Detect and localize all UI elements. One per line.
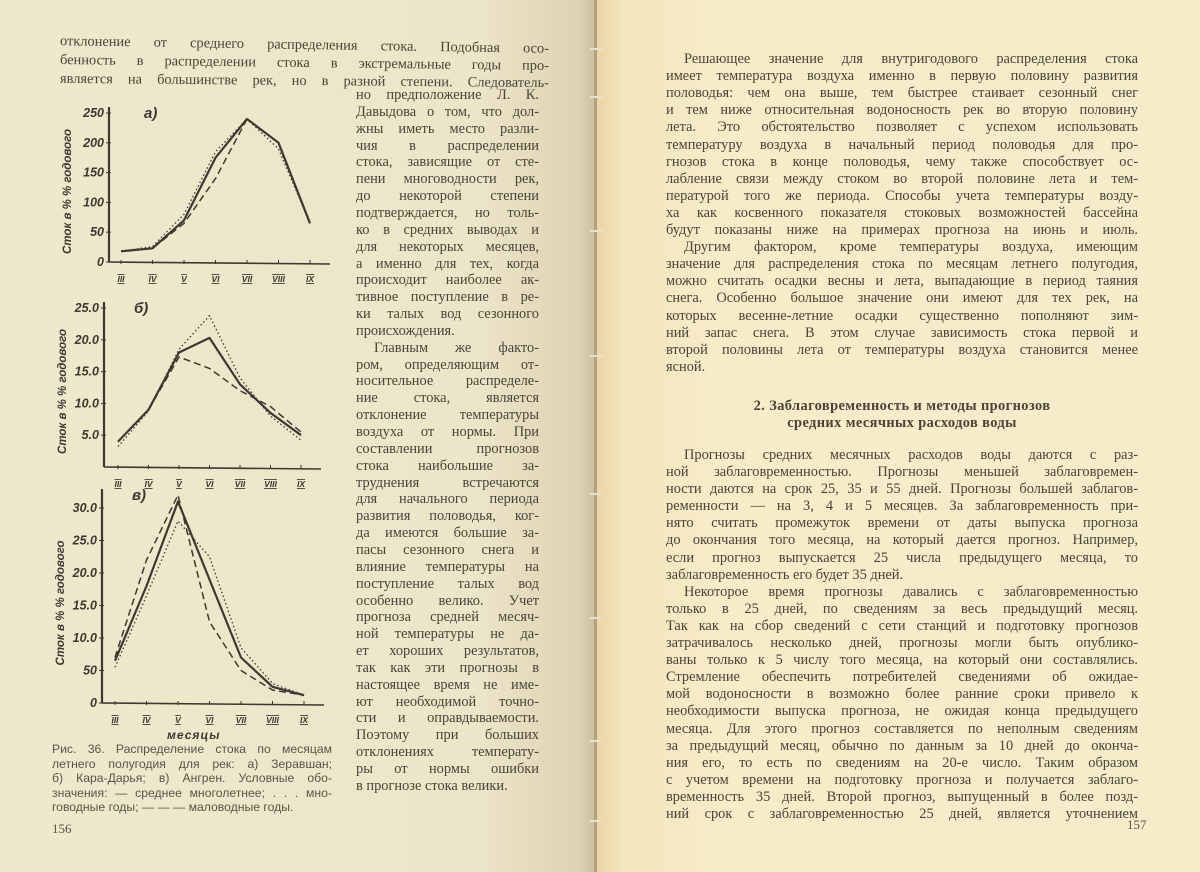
text-line: лета. Это обстоятельство позволяет с успехом использовать: [666, 119, 1138, 136]
text-line: для начального периода: [356, 491, 539, 508]
figure-caption-line: летнего полугодия для рек: а) Зеравшан;: [52, 756, 332, 771]
text-line: затрачивалось несколько дней, прогнозы могли быть опублико-: [666, 635, 1138, 651]
text-line: ры от нормы ошибки: [356, 761, 539, 777]
text-line: ки талых вод сезонного: [356, 306, 539, 323]
text-line: мой водоносности в возможно более ранние сроки привело к: [666, 686, 1138, 703]
text-line: ха как косвенного показателя стоковых возможностей бассейна: [666, 204, 1138, 221]
text-line: имеет температура воздуха именно в первую половину развития: [666, 68, 1138, 85]
text-line: ясной.: [666, 358, 706, 375]
x-tick-label: VIII: [266, 715, 279, 725]
text-line: которых весенне-летние осадки существенно пополняют зим-: [666, 307, 1138, 324]
x-tick-label: V: [175, 715, 181, 725]
y-tick-label: 15.0: [72, 598, 97, 613]
y-tick-label: 250: [83, 106, 104, 120]
x-axis: [102, 703, 324, 705]
x-tick-label: VI: [205, 479, 214, 489]
text-line: за предыдущий месяц, обычно по данным за 10 дней до оконча-: [666, 737, 1138, 754]
text-line: ний срок с заблаговременностью 25 дней, является уточнением: [666, 806, 1138, 822]
series-solid: [121, 119, 310, 251]
text-line: отклонение от среднего распределения стока. Подобная осо-: [59, 33, 550, 57]
text-line: Другим фактором, кроме температуры воздуха, имеющим: [684, 239, 1138, 256]
x-tick-label: VIII: [272, 274, 285, 284]
series-dotted: [118, 316, 301, 447]
text-line: ности даются на срок 25, 35 и 55 дней. Прогнозы большей заблагов-: [666, 481, 1138, 498]
text-line: можно считать осадки весны и лета, выпадающие в период таяния: [666, 273, 1138, 290]
x-tick-label: IX: [299, 715, 309, 725]
chart-panel-3: [55, 487, 324, 742]
x-tick-label: IX: [296, 479, 306, 489]
text-line: в прогнозе стока велики.: [356, 777, 508, 794]
text-line: пературой того же периода. Способы учета температуры возду-: [666, 187, 1138, 204]
text-line: стока, зависящие от сте-: [356, 154, 539, 171]
text-line: ет хороших результатов,: [356, 643, 539, 660]
text-line: подтверждается, но толь-: [356, 204, 539, 221]
binding-stitch: [590, 230, 604, 232]
y-tick-label: 5.0: [81, 428, 99, 443]
x-axis-title: месяцы: [167, 728, 221, 742]
page-number-right: 157: [1127, 817, 1147, 832]
series-solid: [115, 502, 304, 696]
series-dotted: [115, 521, 304, 695]
text-line: температуру воздуха в начальный период половодья для про-: [666, 136, 1138, 153]
binding-stitch: [590, 48, 604, 50]
x-tick-label: V: [181, 274, 187, 284]
text-line: ременности — на 3, 4 и 5 месяцев. За заблаговременность при-: [666, 498, 1138, 515]
y-tick-label: 10.0: [74, 396, 99, 411]
panel-label: а): [144, 105, 158, 122]
text-line: носительное распределе-: [356, 373, 539, 390]
text-line: Главным же факто-: [374, 339, 539, 356]
text-line: бенность в распределении стока в экстремальные годы про-: [59, 52, 550, 74]
text-line: составлении прогнозов: [356, 440, 539, 457]
text-line: Поэтому при больших: [356, 727, 539, 744]
y-tick-label: 0: [97, 255, 104, 269]
binding-stitch: [590, 355, 604, 357]
text-line: особенно велико. Учет: [356, 592, 539, 609]
text-line: ний запас снега. В этом случае зависимость стока первой и: [666, 324, 1138, 341]
text-line: ной заблаговременностью. Прогнозы меньшей заблаговремен-: [666, 464, 1138, 480]
text-line: ваны только к 5 числу того месяца, на который они составлялись.: [666, 652, 1138, 669]
text-line: да имеются большие за-: [356, 525, 539, 542]
text-line: происхождения.: [356, 322, 455, 339]
x-tick-label: V: [176, 479, 182, 489]
text-line: ния его, то есть по сведениям на 20-е число. Таким образом: [666, 754, 1138, 771]
x-tick-label: IV: [144, 479, 153, 489]
text-line: Стремление обеспечить потребителей сведениями об ожидае-: [666, 669, 1138, 686]
text-line: Давыдова о том, что дол-: [356, 103, 539, 120]
x-tick-label: III: [117, 274, 125, 284]
y-tick-label: 100: [83, 195, 104, 210]
text-line: месяца. Для этого прогноз составляется по неполным сведениям: [666, 720, 1138, 737]
y-tick-label: 0: [90, 696, 97, 710]
text-line: сти и оправдываемости.: [356, 710, 539, 727]
text-line: является на большинстве рек, но в разной степени. Следователь-: [59, 70, 550, 92]
text-line: нято считать промежуток времени от даты выпуска прогноза: [666, 515, 1138, 532]
x-tick-label: IX: [305, 274, 315, 284]
text-line: влияние температуры на: [356, 558, 539, 575]
text-line: только в 25 дней, по сведениям за весь предыдущий месяц.: [666, 600, 1138, 617]
text-line: если прогноз выпускается 25 числа предыдущего месяца, то: [666, 549, 1138, 566]
panel-label: б): [134, 300, 149, 317]
figure-caption-line: говодные годы; — — — маловодные годы.: [52, 800, 294, 814]
x-tick-label: VI: [205, 715, 214, 725]
text-line: ной температуры не да-: [356, 626, 539, 643]
y-tick-label: 50: [90, 225, 104, 240]
text-line: будут показаны ниже на примерах прогноза на июнь и июль.: [666, 222, 1138, 238]
x-tick-label: IV: [142, 715, 151, 725]
figure-caption-line: Рис. 36. Распределение стока по месяцам: [52, 742, 332, 756]
text-line: а именно для тех, когда: [356, 255, 539, 272]
text-line: ют необходимой точно-: [356, 693, 539, 710]
text-line: ко в средних выводах и: [356, 221, 539, 238]
series-solid: [118, 338, 301, 442]
text-line: гнозов стока в конце половодья, чему также способствует ос-: [666, 153, 1138, 170]
x-tick-label: III: [111, 715, 119, 725]
chart-panel-2: [57, 300, 321, 489]
text-line: стока наибольшие за-: [356, 457, 539, 474]
text-line: лабление связи между стоком во второй половине лета и тем-: [666, 170, 1138, 187]
binding-stitch: [590, 740, 604, 742]
series-dashed: [121, 119, 310, 251]
text-line: значение для распределения стока по месяцам летнего полугодия,: [666, 256, 1138, 273]
text-line: пени многоводности рек,: [356, 171, 539, 188]
chart-panel-1: [62, 105, 330, 284]
y-tick-label: 20.0: [74, 332, 99, 347]
y-tick-label: 15.0: [74, 364, 99, 379]
series-dotted: [121, 119, 310, 251]
section-heading: 2. Заблаговременность и методы прогнозов: [753, 397, 1051, 414]
y-tick-label: 10.0: [72, 631, 97, 645]
text-line: чия в распределении: [356, 137, 539, 154]
figure-caption-line: б) Кара-Дарья; в) Ангрен. Условные обо-: [52, 771, 332, 785]
text-line: заблаговременность его будет 35 дней.: [666, 566, 904, 583]
panel-label: в): [132, 487, 147, 504]
text-line: второй половины лета от температуры воздуха становится менее: [666, 341, 1138, 358]
text-line: поступление талых вод: [356, 575, 539, 592]
figure-caption-line: значения: — среднее многолетнее; . . . мно-: [52, 785, 332, 800]
page-number-left: 156: [52, 821, 72, 836]
y-axis-title: Сток в % % годового: [62, 129, 74, 254]
text-line: снега. Особенно большое значение они имеют для тех рек, на: [666, 290, 1138, 307]
y-tick-label: 50: [83, 663, 97, 678]
x-axis: [109, 262, 330, 264]
binding-stitch: [590, 493, 604, 495]
y-tick-label: 25.0: [72, 533, 97, 548]
left-page: [0, 0, 596, 872]
text-line: но предположение Л. К.: [356, 87, 539, 103]
y-tick-label: 25.0: [74, 301, 99, 315]
text-line: жны иметь место разли-: [356, 120, 539, 137]
binding-stitch: [590, 820, 604, 822]
text-line: отклонениях температу-: [356, 744, 539, 761]
y-tick-label: 20.0: [72, 566, 97, 580]
text-line: настоящее время не име-: [356, 676, 539, 693]
text-line: ром, определяющим от-: [356, 356, 539, 373]
text-line: до некоторой степени: [356, 188, 539, 205]
text-line: тивное поступление в ре-: [356, 289, 539, 306]
text-line: временность 35 дней. Второй прогноз, выпущенный в более позд-: [666, 788, 1138, 805]
y-tick-label: 30.0: [72, 501, 97, 515]
text-line: Некоторое время прогнозы давались с заблаговременностью: [684, 583, 1138, 600]
x-tick-label: VI: [211, 274, 220, 284]
x-tick-label: IV: [148, 274, 157, 284]
x-tick-label: VII: [241, 274, 253, 284]
x-tick-label: III: [114, 479, 122, 489]
text-line: ние стока, является: [356, 390, 539, 407]
text-line: воздуха от нормы. При: [356, 424, 539, 440]
text-line: до окончания того месяца, на который дается прогноз. Например,: [666, 532, 1138, 549]
y-tick-label: 150: [83, 165, 104, 180]
figure-36-charts: [55, 95, 360, 745]
text-line: Так как на сбор сведений с сети станций и подготовку прогнозов: [666, 617, 1138, 634]
x-tick-label: VII: [235, 715, 247, 725]
text-line: происходит наиболее ак-: [356, 272, 539, 289]
x-axis: [104, 467, 321, 469]
text-line: половодья: чем она выше, тем быстрее стаивает сезонный снег: [666, 85, 1138, 102]
text-line: отклонение температуры: [356, 407, 539, 424]
text-line: с учетом времени на подготовку прогноза и получается заблаго-: [666, 771, 1138, 788]
binding-stitch: [590, 617, 604, 619]
text-line: и тем ниже относительная водоносность рек во вторую половину: [666, 102, 1138, 119]
y-axis-title: Сток в % % годового: [55, 540, 67, 666]
series-dashed: [118, 357, 301, 442]
section-heading: средних месячных расходов воды: [787, 415, 1017, 432]
text-line: прогноза средней месяч-: [356, 609, 539, 626]
right-page: [596, 0, 1200, 872]
binding-stitch: [590, 96, 604, 98]
text-line: труднения встречаются: [356, 474, 539, 491]
y-tick-label: 200: [83, 135, 104, 150]
x-tick-label: VII: [234, 479, 246, 489]
text-line: для некоторых месяцев,: [356, 238, 539, 255]
text-line: развития половодья, ког-: [356, 508, 539, 525]
x-tick-label: VIII: [264, 479, 277, 489]
text-line: пасы сезонного снега и: [356, 541, 539, 558]
y-axis-title: Сток в % % годового: [57, 329, 69, 454]
text-line: Прогнозы средних месячных расходов воды даются с раз-: [684, 446, 1138, 463]
text-line: Решающее значение для внутригодового распределения стока: [684, 51, 1138, 67]
text-line: необходимости выпуска прогноза, не ожидая конца предыдущего: [666, 703, 1138, 720]
text-line: так как эти прогнозы в: [356, 659, 539, 676]
